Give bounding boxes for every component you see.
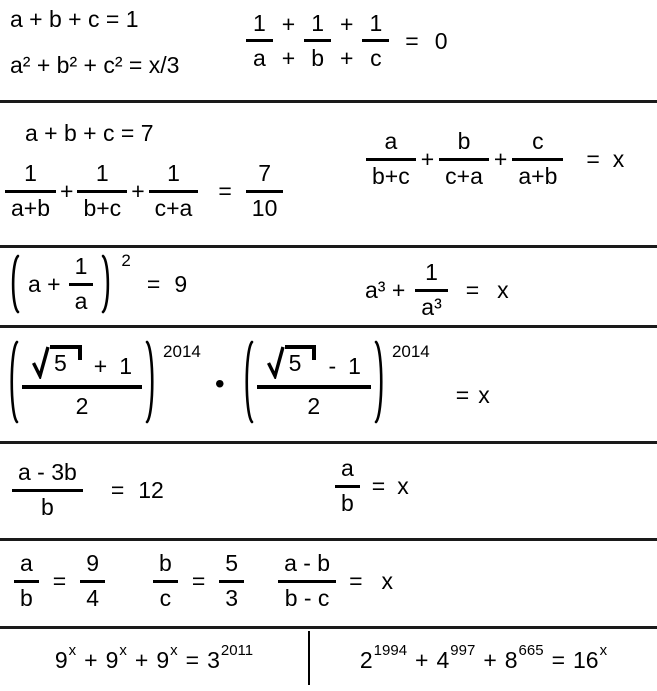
term-a-cubed-plus: a³ + (365, 276, 406, 303)
equation-a-over-b (335, 456, 409, 517)
row-4 (0, 328, 657, 441)
equation-squared-binomial (8, 251, 188, 315)
fraction-numerator: 1 (425, 259, 438, 285)
equals-result (456, 382, 490, 409)
fraction-numerator (257, 345, 371, 385)
right-paren-icon (101, 254, 113, 314)
fraction (153, 551, 178, 612)
fraction-numerator: c (532, 128, 544, 154)
fraction (14, 551, 39, 612)
term-a-plus: a + (28, 270, 61, 297)
fraction-numerator: b (457, 128, 471, 154)
left-paren-icon (8, 254, 20, 314)
equation-abc-sum-7: a + b + c = 7 (25, 120, 154, 146)
fraction-denominator: a³ (415, 289, 447, 321)
base: 2 (359, 646, 373, 673)
equals-sign: = (371, 472, 386, 499)
fraction-denominator: c (153, 580, 178, 612)
fraction-numerator: a (384, 128, 398, 154)
plus-operator: + (60, 177, 74, 204)
base: 9 (54, 646, 68, 673)
fraction-numerator: 5 (225, 550, 239, 576)
fraction (77, 161, 127, 222)
fraction-numerator: b (159, 550, 172, 576)
fraction-denominator: 10 (246, 190, 284, 222)
fraction-numerator: 1 (74, 253, 88, 279)
multiplication-dot: • (214, 368, 225, 399)
equation-powers-of-nine (0, 629, 308, 691)
equals-sign: = (191, 567, 206, 594)
row-5 (0, 444, 657, 538)
fraction-denominator: b (12, 489, 83, 521)
plus-operator: + (340, 11, 354, 37)
left-paren-icon (241, 340, 254, 424)
fraction-numerator: 1 (167, 160, 180, 186)
plus-operator: + (134, 646, 149, 673)
fraction-numerator: a (341, 455, 354, 481)
fraction-denominator: b (14, 580, 39, 612)
fraction (149, 161, 199, 222)
result-value: 0 (434, 27, 448, 54)
fraction-denominator: b+c (77, 190, 127, 222)
fraction (69, 254, 94, 315)
equation-cyclic-fraction-sum (366, 129, 624, 190)
radicand: 5 (285, 345, 317, 376)
minus-operator: - (328, 352, 337, 379)
equals-sign: = (185, 646, 200, 673)
plus-operator: + (84, 646, 98, 673)
result-value: x (381, 567, 394, 594)
exponent: 2014 (163, 342, 201, 361)
row-7 (0, 629, 657, 691)
sqrt-expression (267, 345, 317, 379)
exponent: 1994 (373, 641, 408, 659)
row-6 (0, 541, 657, 626)
result-value: x (397, 472, 409, 499)
result-value: x (612, 145, 625, 172)
ratio-b-c (153, 551, 244, 612)
fraction-numerator: 1 (304, 10, 331, 42)
fraction (278, 551, 336, 612)
result-value: 12 (138, 476, 164, 503)
equals-sign: = (52, 567, 67, 594)
reciprocal-fraction-grid (246, 10, 389, 72)
equals-sign: = (218, 177, 232, 204)
row-2 (0, 103, 657, 245)
fraction (335, 456, 360, 517)
fraction-numerator: 9 (86, 550, 100, 576)
plus-operator: + (281, 45, 296, 71)
fraction (219, 551, 244, 612)
bracket-group-2 (241, 340, 430, 424)
term-one: 1 (119, 352, 133, 379)
exponent: x (599, 641, 608, 659)
equation-abc-squares: a² + b² + c² = x/3 (10, 52, 180, 78)
fraction-denominator: c+a (149, 190, 199, 222)
equation-abc-sum: a + b + c = 1 (10, 6, 139, 32)
fraction-numerator: 7 (258, 160, 271, 186)
fraction (366, 129, 416, 190)
fraction-numerator: a - b (284, 550, 331, 576)
exponent: x (68, 641, 77, 659)
equals-sign: = (586, 145, 600, 172)
equals-sign: = (405, 27, 419, 54)
fraction-denominator: c+a (439, 158, 489, 190)
fraction (12, 460, 83, 521)
result-value: x (497, 276, 509, 303)
equals-sign: = (455, 381, 470, 408)
exponent: 997 (450, 641, 476, 659)
equation-reciprocal-pair-sum (5, 161, 283, 222)
radical-icon (32, 345, 50, 379)
fraction-result (246, 161, 284, 222)
equation-cubes-sum (365, 260, 509, 321)
plus-operator: + (93, 352, 108, 379)
fraction (5, 161, 56, 222)
fraction-denominator: b+c (366, 158, 416, 190)
plus-operator: + (483, 646, 497, 673)
fraction (439, 129, 489, 190)
fraction-numerator (22, 345, 142, 385)
exponent: 665 (518, 641, 544, 659)
result-value: x (478, 381, 490, 408)
exponent: 2 (121, 251, 131, 270)
ratio-a-b (14, 551, 105, 612)
base: 8 (504, 646, 518, 673)
base: 16 (573, 646, 599, 673)
bracket-group-1 (6, 340, 201, 424)
equation-ratio-chain (14, 551, 393, 612)
base: 9 (105, 646, 119, 673)
radicand: 5 (50, 345, 82, 376)
equals-sign: = (465, 276, 480, 303)
right-paren-icon (145, 340, 158, 424)
plus-operator: + (493, 145, 508, 172)
fraction-numerator: a - 3b (18, 459, 77, 485)
base: 3 (207, 646, 220, 673)
term-one: 1 (348, 352, 361, 379)
result-value: 9 (174, 270, 188, 297)
plus-operator: + (420, 145, 435, 172)
sqrt-expression (32, 345, 82, 379)
equation-golden-ratio-powers (0, 328, 657, 424)
fraction-denominator: 3 (219, 580, 244, 612)
base: 4 (436, 646, 450, 673)
fraction-denominator: a (253, 45, 266, 71)
fraction-numerator: 1 (362, 10, 389, 42)
left-paren-icon (6, 340, 19, 424)
fraction-numerator: a (20, 550, 33, 576)
base: 9 (156, 646, 170, 673)
row-3 (0, 248, 657, 325)
fraction (257, 345, 371, 420)
fraction-numerator: 1 (246, 10, 273, 42)
fraction-denominator: b (335, 485, 360, 517)
fraction-denominator: b - c (278, 580, 336, 612)
fraction-denominator: a+b (5, 190, 56, 222)
equals-sign: = (110, 476, 125, 503)
equals-sign: = (349, 567, 363, 594)
fraction-denominator: 4 (80, 580, 105, 612)
fraction-denominator: a+b (512, 158, 563, 190)
equals-sign: = (551, 646, 566, 673)
plus-operator: + (281, 11, 296, 37)
fraction-denominator: a (69, 283, 94, 315)
exponent: x (170, 641, 178, 659)
row-1 (0, 0, 657, 100)
fraction-numerator: 1 (24, 160, 37, 186)
exponent: x (119, 641, 127, 659)
fraction (512, 129, 563, 190)
right-paren-icon (374, 340, 387, 424)
fraction-denominator: 2 (22, 385, 142, 420)
equals-sign: = (146, 270, 161, 297)
fraction-numerator: 1 (95, 160, 109, 186)
fraction-denominator: 2 (257, 385, 371, 420)
fraction-denominator: b (311, 45, 325, 71)
exponent: 2014 (391, 342, 430, 361)
equation-reciprocal-sum (246, 10, 448, 72)
exponent: 2011 (220, 641, 254, 659)
fraction (80, 551, 105, 612)
ratio-difference (278, 551, 393, 612)
fraction-denominator: c (370, 45, 382, 71)
fraction (22, 345, 142, 420)
radical-icon (267, 345, 285, 379)
fraction (415, 260, 447, 321)
plus-operator: + (340, 45, 354, 71)
equation-powers-of-two (310, 629, 657, 691)
plus-operator: + (131, 177, 145, 204)
equation-a-minus-3b (12, 460, 164, 521)
plus-operator: + (415, 646, 429, 673)
